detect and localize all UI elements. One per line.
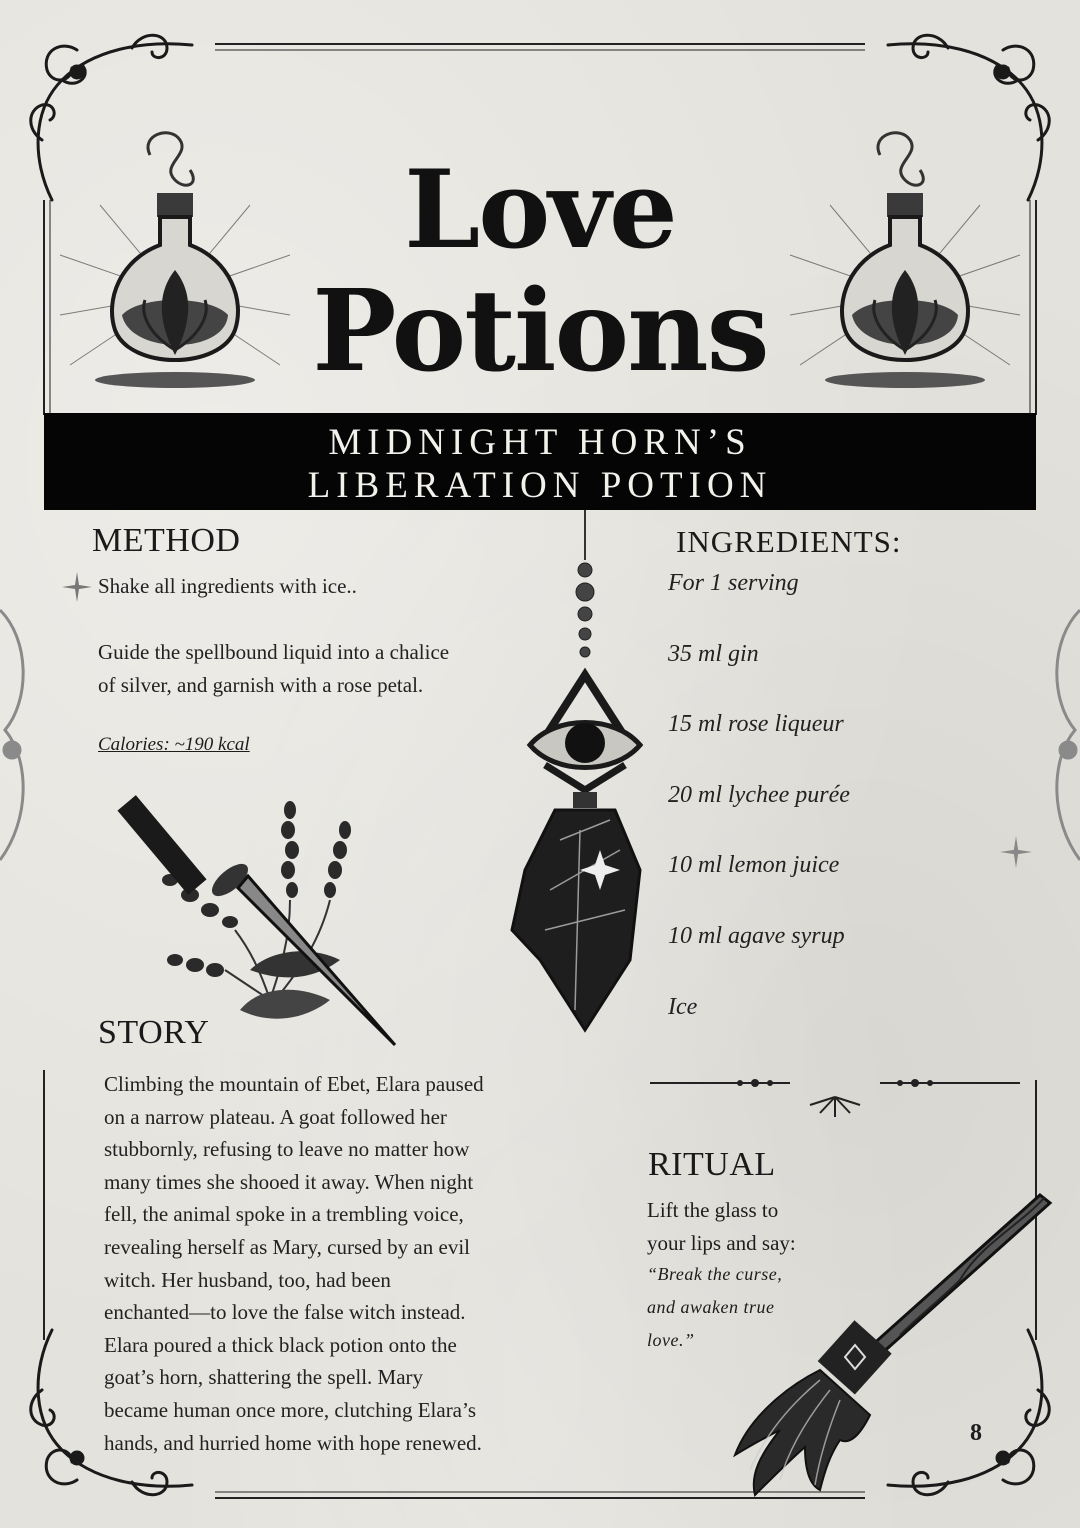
story-heading: STORY [98, 1014, 210, 1051]
story-line: witch. Her husband, too, had been [104, 1267, 391, 1292]
broom-illustration [720, 1185, 1060, 1505]
story-line: goat’s horn, shattering the spell. Mary [104, 1365, 424, 1390]
recipe-name-banner [44, 413, 1036, 510]
ritual-incantation-line-3: love.” [647, 1330, 695, 1350]
sparkle-star-icon [62, 572, 92, 602]
sparkle-star-icon [1000, 836, 1032, 868]
ritual-incantation-line-2: and awaken true [647, 1297, 775, 1317]
potion-bottle-illustration-left [60, 115, 290, 415]
side-ornament-right [1040, 600, 1080, 900]
ritual-instruction-line-2: your lips and say: [647, 1231, 796, 1255]
ingredient-item: 35 ml gin [668, 641, 759, 667]
ingredients-heading: INGREDIENTS: [676, 524, 902, 559]
story-line: enchanted—to love the false witch instead. [104, 1300, 466, 1325]
story-line: on a narrow plateau. A goat followed her [104, 1104, 447, 1129]
method-step-2 [98, 636, 568, 702]
story-line: revealing herself as Mary, cursed by an evil [104, 1234, 470, 1259]
method-step-2-line-1: Guide the spellbound liquid into a chalice [98, 640, 450, 664]
ritual-instruction-line-1: Lift the glass to [647, 1198, 779, 1222]
story-line: many times she shooed it away. When night [104, 1169, 474, 1194]
story-paragraph [104, 1068, 604, 1459]
ingredient-item: 20 ml lychee purée [668, 782, 850, 808]
ingredient-serving: For 1 serving [668, 570, 799, 596]
recipe-name-line-1: MIDNIGHT HORN’S [328, 422, 752, 463]
story-line: Elara poured a thick black potion onto the [104, 1332, 457, 1357]
moon-sun-divider [650, 1065, 1020, 1125]
page-title-line-1: Love [404, 147, 676, 273]
page-title-line-2: Potions [312, 266, 768, 397]
method-step-1: Shake all ingredients with ice.. [98, 574, 357, 598]
ingredient-item: 10 ml lemon juice [668, 852, 840, 878]
ingredient-item: Ice [668, 994, 698, 1020]
ingredient-item: 15 ml rose liqueur [668, 711, 844, 737]
story-line: became human once more, clutching Elara’s [104, 1397, 477, 1422]
method-heading: METHOD [92, 522, 241, 559]
ritual-incantation-line-1: “Break the curse, [647, 1264, 783, 1284]
recipe-name-line-2: LIBERATION POTION [307, 465, 773, 506]
story-line: fell, the animal spoke in a trembling voice, [104, 1202, 464, 1227]
story-line: hands, and hurried home with hope renewed. [104, 1430, 482, 1455]
pendant-illustration [500, 510, 670, 1040]
story-line: Climbing the mountain of Ebet, Elara paused [104, 1072, 484, 1096]
ingredient-item: 10 ml agave syrup [668, 923, 845, 949]
potion-bottle-illustration-right [790, 115, 1020, 415]
ritual-heading: RITUAL [648, 1146, 776, 1183]
calories-note: Calories: ~190 kcal [98, 734, 250, 755]
method-step-2-line-2: of silver, and garnish with a rose petal. [98, 673, 424, 697]
side-ornament-left [0, 600, 40, 900]
page-number: 8 [970, 1420, 982, 1446]
story-line: stubbornly, refusing to leave no matter how [104, 1137, 470, 1162]
